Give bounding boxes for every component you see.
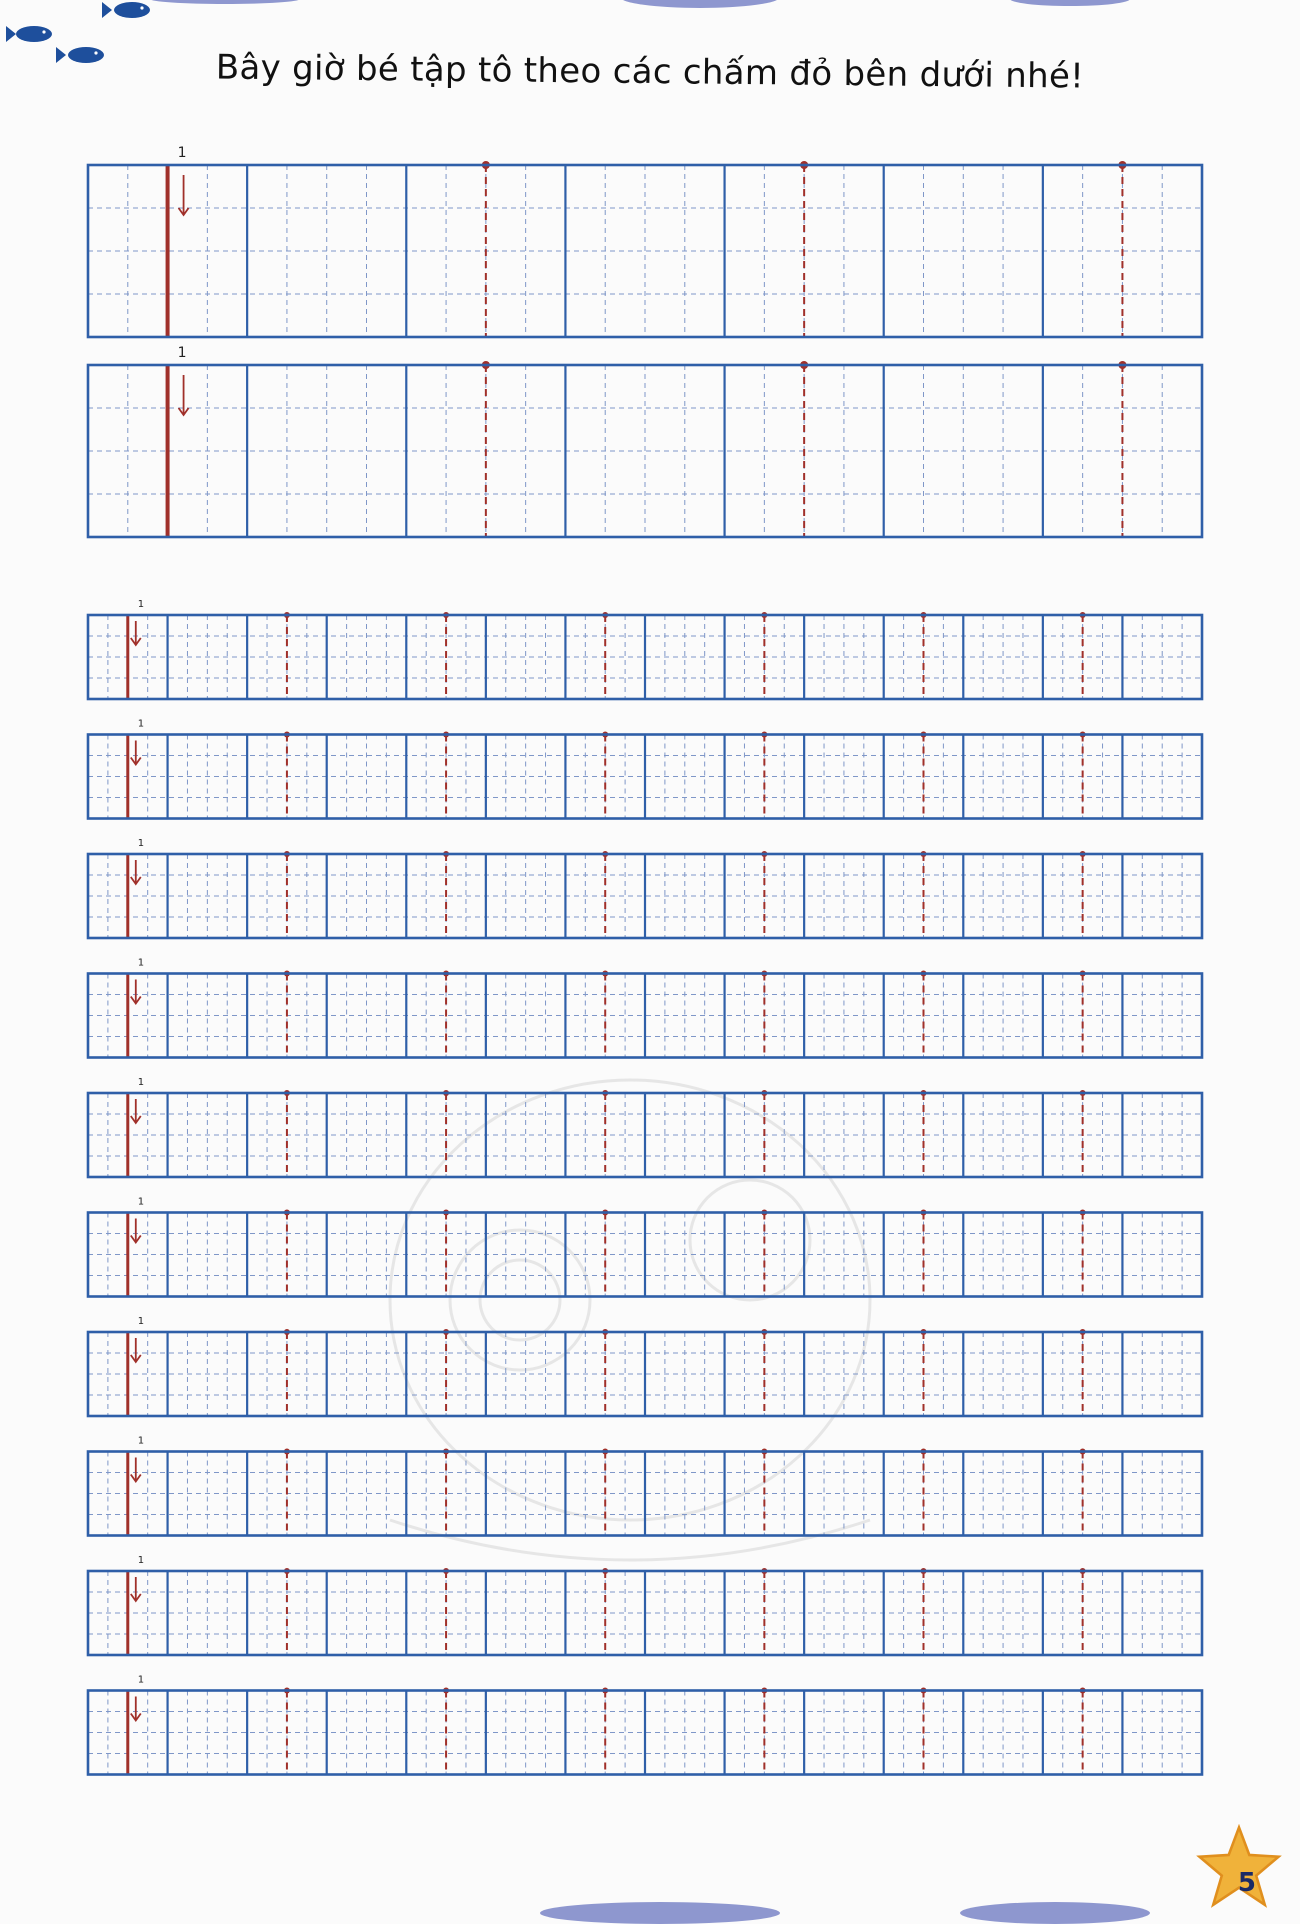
stroke-start-number: 1: [137, 599, 145, 610]
small-writing-row: [88, 1316, 1202, 1416]
small-writing-row: [88, 1675, 1202, 1775]
small-writing-row: [88, 1077, 1202, 1177]
bottom-decoration-band: [960, 1902, 1150, 1924]
small-writing-row: [88, 599, 1202, 699]
small-writing-row: [88, 719, 1202, 819]
stroke-start-number: 1: [137, 1316, 145, 1327]
small-writing-row: [88, 958, 1202, 1058]
stroke-start-number: 1: [137, 838, 145, 849]
stroke-start-number: 1: [137, 718, 145, 730]
instruction-title: Bây giờ bé tập tô theo các chấm đỏ bên dưới nhé!: [215, 47, 1085, 97]
stroke-start-number: 1: [137, 1077, 145, 1088]
bottom-decoration-band: [540, 1902, 780, 1924]
stroke-start-number: 1: [137, 1674, 145, 1686]
stroke-start-number: 1: [137, 1196, 145, 1208]
small-writing-row: [88, 1436, 1202, 1536]
large-writing-row: [88, 145, 1202, 337]
page-number: 5: [1237, 1868, 1256, 1898]
large-writing-row: [88, 345, 1202, 537]
small-writing-row: [88, 1555, 1202, 1655]
small-writing-row: [88, 1197, 1202, 1297]
stroke-start-number: 1: [137, 957, 145, 969]
stroke-start-number: 1: [177, 145, 187, 161]
stroke-start-number: 1: [137, 1555, 145, 1566]
stroke-start-number: 1: [137, 1435, 145, 1447]
small-writing-row: [88, 838, 1202, 938]
stroke-start-number: 1: [177, 345, 187, 361]
